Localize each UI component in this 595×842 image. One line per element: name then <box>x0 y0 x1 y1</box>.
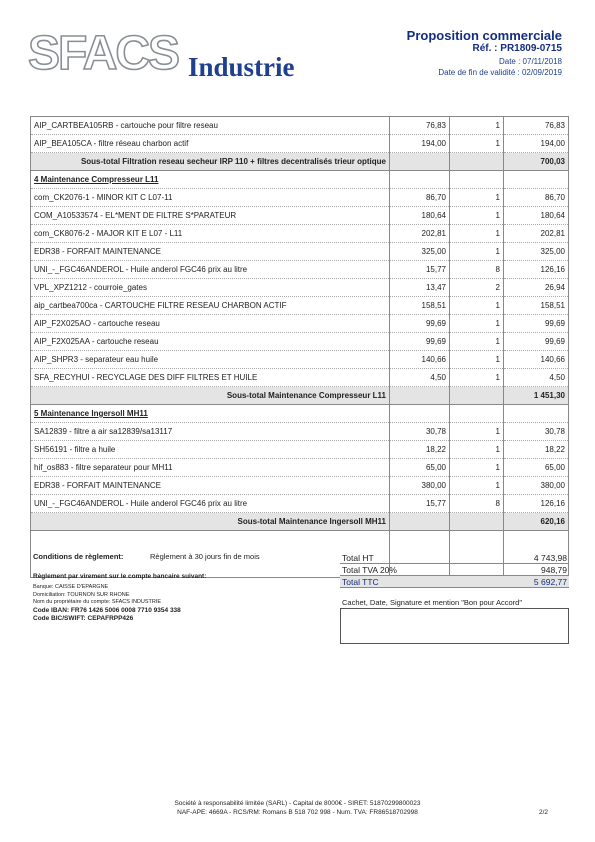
logo-word: Industrie <box>188 52 295 82</box>
item-total: 140,66 <box>504 351 569 369</box>
item-description: hif_os883 - filtre separateur pour MH11 <box>31 459 390 477</box>
item-quantity <box>450 405 504 423</box>
table-row <box>31 333 569 351</box>
item-total <box>504 405 569 423</box>
item-total: 202,81 <box>504 225 569 243</box>
item-description: SFA_RECYHUI - RECYCLAGE DES DIFF FILTRES ET HUILE <box>31 369 390 387</box>
total-ht-value: 4 743,98 <box>481 552 569 564</box>
payment-terms-label: Conditions de règlement: <box>33 552 124 561</box>
total-ttc-row <box>340 576 569 588</box>
item-quantity: 8 <box>450 495 504 513</box>
item-total: 1 451,30 <box>504 387 569 405</box>
table-row <box>31 495 569 513</box>
item-description: AIP_SHPR3 - separateur eau huile <box>31 351 390 369</box>
item-total: 18,22 <box>504 441 569 459</box>
table-row <box>31 225 569 243</box>
table-row <box>31 351 569 369</box>
section-header-row <box>31 171 569 189</box>
item-description: AIP_F2X025AA - cartouche reseau <box>31 333 390 351</box>
item-description: COM_A10533574 - EL*MENT DE FILTRE S*PARATEUR <box>31 207 390 225</box>
item-quantity <box>450 171 504 189</box>
item-description: UNI_-_FGC46ANDEROL - Huile anderol FGC46 prix au litre <box>31 261 390 279</box>
table-row <box>31 441 569 459</box>
item-description: AIP_CARTBEA105RB - cartouche pour filtre reseau <box>31 117 390 135</box>
item-quantity: 1 <box>450 369 504 387</box>
item-total <box>504 171 569 189</box>
item-description: AIP_BEA105CA - filtre réseau charbon actif <box>31 135 390 153</box>
item-unit-price: 30,78 <box>390 423 450 441</box>
item-unit-price: 86,70 <box>390 189 450 207</box>
item-description: EDR38 - FORFAIT MAINTENANCE <box>31 243 390 261</box>
item-quantity: 1 <box>450 423 504 441</box>
total-tva-value: 948,79 <box>481 564 569 576</box>
item-description: EDR38 - FORFAIT MAINTENANCE <box>31 477 390 495</box>
item-description: VPL_XPZ1212 - courroie_gates <box>31 279 390 297</box>
validity-date: Date de fin de validité : 02/09/2019 <box>438 68 562 77</box>
item-unit-price <box>390 171 450 189</box>
signature-box[interactable] <box>340 608 569 644</box>
item-unit-price <box>390 405 450 423</box>
item-description: com_CK2076-1 - MINOR KIT C L07-11 <box>31 189 390 207</box>
item-total: 99,69 <box>504 315 569 333</box>
item-quantity: 1 <box>450 351 504 369</box>
item-quantity: 1 <box>450 459 504 477</box>
item-unit-price: 99,69 <box>390 333 450 351</box>
table-row <box>31 423 569 441</box>
table-row <box>31 207 569 225</box>
item-quantity: 1 <box>450 225 504 243</box>
table-row <box>31 189 569 207</box>
item-description: Sous-total Filtration reseau secheur IRP 110 + filtres decentralisés trieur optique <box>31 153 390 171</box>
item-unit-price: 380,00 <box>390 477 450 495</box>
item-description: Sous-total Maintenance Ingersoll MH11 <box>31 513 390 531</box>
total-ht-row <box>340 552 569 564</box>
item-description: 5 Maintenance Ingersoll MH11 <box>31 405 390 423</box>
table-row <box>31 261 569 279</box>
item-quantity: 1 <box>450 189 504 207</box>
item-total: 126,16 <box>504 261 569 279</box>
item-unit-price: 180,64 <box>390 207 450 225</box>
item-quantity: 8 <box>450 261 504 279</box>
item-unit-price: 158,51 <box>390 297 450 315</box>
item-total: 30,78 <box>504 423 569 441</box>
signature-label: Cachet, Date, Signature et mention "Bon pour Accord" <box>342 598 523 607</box>
account-owner: Nom du propriétaire du compte: SFACS INDUSTRIE <box>33 599 162 605</box>
item-quantity: 1 <box>450 315 504 333</box>
total-ttc-label: Total TTC <box>340 576 481 588</box>
table-row <box>31 477 569 495</box>
item-total: 126,16 <box>504 495 569 513</box>
total-tva-row <box>340 564 569 576</box>
item-unit-price: 4,50 <box>390 369 450 387</box>
item-quantity: 1 <box>450 441 504 459</box>
item-quantity: 1 <box>450 135 504 153</box>
total-tva-label: Total TVA 20% <box>340 564 481 576</box>
item-total: 4,50 <box>504 369 569 387</box>
item-unit-price <box>390 513 450 531</box>
item-unit-price: 76,83 <box>390 117 450 135</box>
table-row <box>31 315 569 333</box>
item-unit-price: 99,69 <box>390 315 450 333</box>
table-row <box>31 135 569 153</box>
bank-domiciliation: Domiciliation: TOURNON SUR RHONE <box>33 592 130 598</box>
table-row <box>31 369 569 387</box>
item-total: 325,00 <box>504 243 569 261</box>
company-logo <box>28 27 328 90</box>
item-quantity: 1 <box>450 243 504 261</box>
item-unit-price: 15,77 <box>390 261 450 279</box>
iban-code: Code IBAN: FR76 1426 5006 0008 7710 9354 338 <box>33 607 181 614</box>
document-title: Proposition commerciale <box>406 28 562 43</box>
footer-legal-line-1: Société à responsabilité limitée (SARL) - Capital de 8000€ - SIRET: 51870299800023 <box>174 800 421 807</box>
item-total: 700,03 <box>504 153 569 171</box>
document-date: Date : 07/11/2018 <box>498 57 562 66</box>
item-quantity <box>450 513 504 531</box>
item-quantity: 1 <box>450 477 504 495</box>
item-unit-price: 15,77 <box>390 495 450 513</box>
item-quantity: 1 <box>450 333 504 351</box>
item-unit-price: 65,00 <box>390 459 450 477</box>
subtotal-row <box>31 153 569 171</box>
item-total: 76,83 <box>504 117 569 135</box>
document-reference: Réf. : PR1809-0715 <box>472 43 562 54</box>
payment-terms-value: Règlement à 30 jours fin de mois <box>150 552 260 561</box>
item-description: UNI_-_FGC46ANDEROL - Huile anderol FGC46 prix au litre <box>31 495 390 513</box>
total-ht-label: Total HT <box>340 552 481 564</box>
bic-code: Code BIC/SWIFT: CEPAFRPP426 <box>33 615 134 622</box>
item-total: 65,00 <box>504 459 569 477</box>
item-unit-price <box>390 387 450 405</box>
total-ttc-value: 5 692,77 <box>481 576 569 588</box>
item-unit-price: 325,00 <box>390 243 450 261</box>
item-total: 158,51 <box>504 297 569 315</box>
item-description: SA12839 - filtre a air sa12839/sa13117 <box>31 423 390 441</box>
item-unit-price: 18,22 <box>390 441 450 459</box>
item-description: Sous-total Maintenance Compresseur L11 <box>31 387 390 405</box>
subtotal-row <box>31 387 569 405</box>
bank-transfer-title: Règlement par virement sur le compte bancaire suivant: <box>33 573 207 580</box>
item-description: SH56191 - filtre a huile <box>31 441 390 459</box>
item-quantity <box>450 153 504 171</box>
item-description: 4 Maintenance Compresseur L11 <box>31 171 390 189</box>
item-unit-price: 194,00 <box>390 135 450 153</box>
item-unit-price <box>390 153 450 171</box>
item-total: 86,70 <box>504 189 569 207</box>
table-row <box>31 117 569 135</box>
items-table <box>30 116 569 578</box>
item-description: AIP_F2X025AO - cartouche reseau <box>31 315 390 333</box>
item-quantity <box>450 387 504 405</box>
item-quantity: 1 <box>450 117 504 135</box>
item-total: 194,00 <box>504 135 569 153</box>
bank-name: Banque: CAISSE D'EPARGNE <box>33 584 109 590</box>
item-unit-price: 13,47 <box>390 279 450 297</box>
item-quantity: 1 <box>450 207 504 225</box>
items-table-body <box>31 117 569 578</box>
footer-legal-line-2: NAF-APE: 4669A - RCS/RM: Romans B 518 702 998 - Num. TVA: FR86518702998 <box>177 809 418 816</box>
logo-mark: SFACS <box>28 27 179 80</box>
subtotal-row <box>31 513 569 531</box>
item-total: 180,64 <box>504 207 569 225</box>
item-unit-price: 140,66 <box>390 351 450 369</box>
item-total: 99,69 <box>504 333 569 351</box>
totals-table <box>340 552 569 588</box>
item-unit-price: 202,81 <box>390 225 450 243</box>
item-description: aip_cartbea700ca - CARTOUCHE FILTRE RESEAU CHARBON ACTIF <box>31 297 390 315</box>
table-row <box>31 279 569 297</box>
item-total: 26,94 <box>504 279 569 297</box>
table-row <box>31 459 569 477</box>
item-quantity: 1 <box>450 297 504 315</box>
page-number: 2/2 <box>538 809 548 816</box>
item-quantity: 2 <box>450 279 504 297</box>
table-row <box>31 243 569 261</box>
item-total: 380,00 <box>504 477 569 495</box>
item-total: 620,16 <box>504 513 569 531</box>
table-row <box>31 297 569 315</box>
section-header-row <box>31 405 569 423</box>
item-description: com_CK8076-2 - MAJOR KIT E L07 - L11 <box>31 225 390 243</box>
